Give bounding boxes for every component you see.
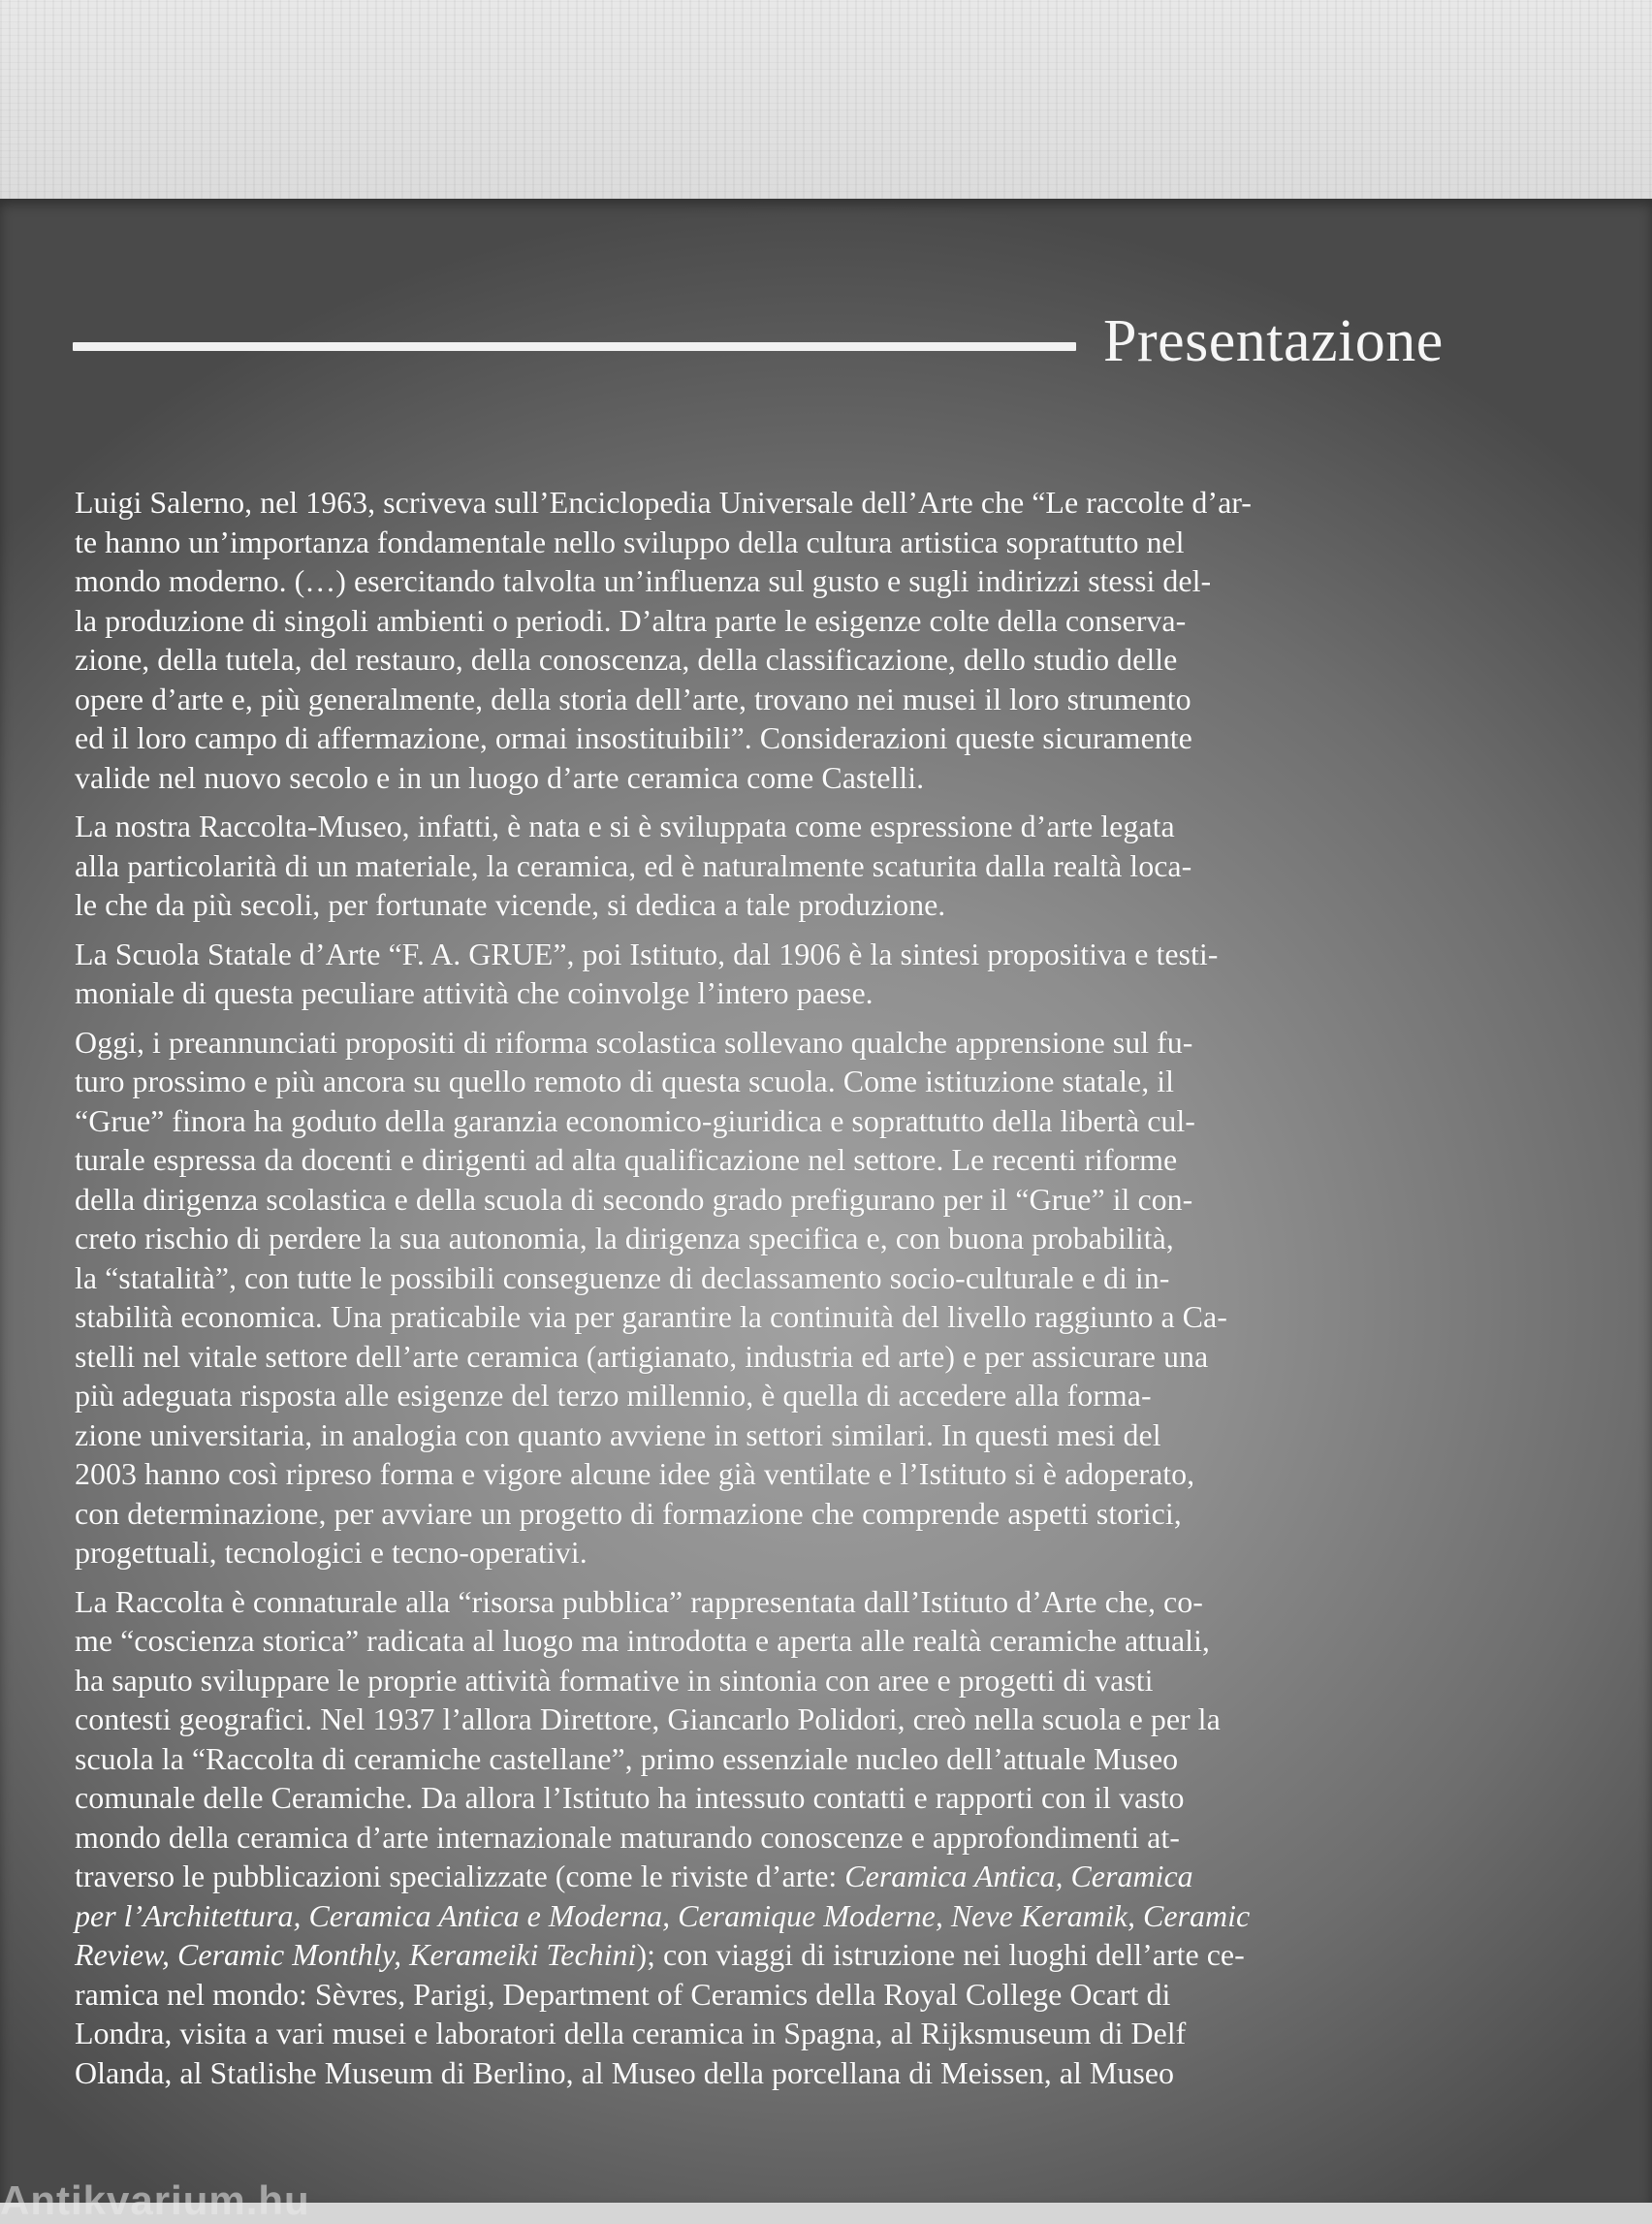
text-line: 2003 hanno così ripreso forma e vigore alcune idee già ventilate e l’Istituto si è adoperato,: [75, 1456, 1195, 1491]
text-line: progettuali, tecnologici e tecno-operativi.: [75, 1535, 588, 1570]
paragraph-1: [75, 483, 1568, 797]
text-line: [75, 1935, 1568, 1975]
text-line: [75, 1896, 1568, 1936]
text-segment: traverso le pubblicazioni specializzate (come le riviste d’arte:: [75, 1859, 845, 1893]
text-line: scuola la “Raccolta di ceramiche castellane”, primo essenziale nucleo dell’attuale Museo: [75, 1740, 1179, 1776]
text-line: ramica nel mondo: Sèvres, Parigi, Department of Ceramics della Royal College Ocart di: [75, 1976, 1171, 2012]
text-line: la “statalità”, con tutte le possibili conseguenze di declassamento socio-culturale e di in-: [75, 1259, 1170, 1295]
text-segment-italic: Ceramica Antica, Ceramica: [844, 1859, 1193, 1893]
text-line: mondo moderno. (…) esercitando talvolta un’influenza sul gusto e sugli indirizzi stessi del-: [75, 563, 1212, 598]
text-line: contesti geografici. Nel 1937 l’allora Direttore, Giancarlo Polidori, creò nella scuola e per la: [75, 1701, 1221, 1736]
text-line: [75, 1857, 1568, 1896]
text-line: ha saputo sviluppare le proprie attività formative in sintonia con aree e progetti di vasti: [75, 1662, 1154, 1698]
text-line: ed il loro campo di affermazione, ormai insostituibili”. Considerazioni queste sicuramente: [75, 720, 1192, 755]
text-line: la produzione di singoli ambienti o periodi. D’altra parte le esigenze colte della conserva-: [75, 602, 1187, 638]
text-line: Oggi, i preannunciati propositi di riforma scolastica sollevano qualche apprensione sul fu-: [75, 1024, 1193, 1060]
text-line: La nostra Raccolta-Museo, infatti, è nata e si è sviluppata come espressione d’arte legata: [75, 809, 1175, 843]
text-line: più adeguata risposta alle esigenze del terzo millennio, è quella di accedere alla forma-: [75, 1378, 1152, 1413]
text-line: te hanno un’importanza fondamentale nello sviluppo della cultura artistica soprattutto nel: [75, 524, 1185, 559]
text-line: turo prossimo e più ancora su quello remoto di questa scuola. Come istituzione statale, il: [75, 1064, 1174, 1098]
text-line: creto rischio di perdere la sua autonomia, la dirigenza specifica e, con buona probabilità,: [75, 1221, 1174, 1255]
paragraph-2: [75, 807, 1568, 925]
paragraph-4: [75, 1023, 1568, 1573]
text-line: zione, della tutela, del restauro, della conoscenza, della classificazione, dello studio delle: [75, 642, 1178, 677]
text-line: Luigi Salerno, nel 1963, scriveva sull’Enciclopedia Universale dell’Arte che “Le raccolte d’ar-: [75, 485, 1252, 520]
paragraph-3: [75, 935, 1568, 1013]
text-line: me “coscienza storica” radicata al luogo ma introdotta e aperta alle realtà ceramiche attuali,: [75, 1623, 1210, 1658]
text-line: alla particolarità di un materiale, la ceramica, ed è naturalmente scaturita dalla realtà loca-: [75, 847, 1192, 883]
text-line: La Scuola Statale d’Arte “F. A. GRUE”, poi Istituto, dal 1906 è la sintesi propositiva e testi-: [75, 936, 1219, 971]
text-line: le che da più secoli, per fortunate vicende, si dedica a tale produzione.: [75, 887, 946, 922]
text-line: zione universitaria, in analogia con quanto avviene in settori similari. In questi mesi del: [75, 1416, 1161, 1452]
watermark-text: Antikvarium.hu: [0, 2177, 310, 2223]
text-line: Londra, visita a vari musei e laboratori della ceramica in Spagna, al Rijksmuseum di Delf: [75, 2016, 1187, 2050]
paragraph-5: [75, 1582, 1568, 2093]
text-line: della dirigenza scolastica e della scuola di secondo grado prefigurano per il “Grue” il con-: [75, 1181, 1193, 1217]
text-line: moniale di questa peculiare attività che coinvolge l’intero paese.: [75, 975, 874, 1010]
text-segment-italic: per l’Architettura, Ceramica Antica e Moderna, Ceramique Moderne, Neve Keramik, Ceramic: [75, 1897, 1251, 1933]
text-line: stabilità economica. Una praticabile via per garantire la continuità del livello raggiunto a Ca-: [75, 1299, 1227, 1334]
text-line: con determinazione, per avviare un progetto di formazione che comprende aspetti storici,: [75, 1495, 1182, 1531]
text-line: opere d’arte e, più generalmente, della storia dell’arte, trovano nei musei il loro strumento: [75, 681, 1191, 716]
text-line: stelli nel vitale settore dell’arte ceramica (artigianato, industria ed arte) e per assicurare una: [75, 1338, 1209, 1374]
text-line: turale espressa da docenti e dirigenti ad alta qualificazione nel settore. Le recenti riforme: [75, 1142, 1178, 1177]
text-line: mondo della ceramica d’arte internazionale maturando conoscenze e approfondimenti at-: [75, 1819, 1180, 1855]
text-line: valide nel nuovo secolo e in un luogo d’arte ceramica come Castelli.: [75, 759, 925, 795]
text-segment: ); con viaggi di istruzione nei luoghi dell’arte ce-: [636, 1937, 1245, 1972]
title-rule: [73, 342, 1076, 351]
page-title: Presentazione: [1103, 308, 1444, 374]
background-surface: [0, 0, 1652, 199]
text-line: comunale delle Ceramiche. Da allora l’Istituto ha intessuto contatti e rapporti con il vasto: [75, 1780, 1185, 1815]
text-line: La Raccolta è connaturale alla “risorsa pubblica” rappresentata dall’Istituto d’Arte che, co-: [75, 1583, 1203, 1619]
text-line: Olanda, al Statlishe Museum di Berlino, al Museo della porcellana di Meissen, al Museo: [75, 2054, 1174, 2090]
text-segment-italic: Review, Ceramic Monthly, Kerameiki Techini: [75, 1937, 637, 1972]
text-line: “Grue” finora ha goduto della garanzia economico-giuridica e soprattutto della libertà cul-: [75, 1102, 1195, 1138]
body-text: [75, 483, 1568, 2102]
